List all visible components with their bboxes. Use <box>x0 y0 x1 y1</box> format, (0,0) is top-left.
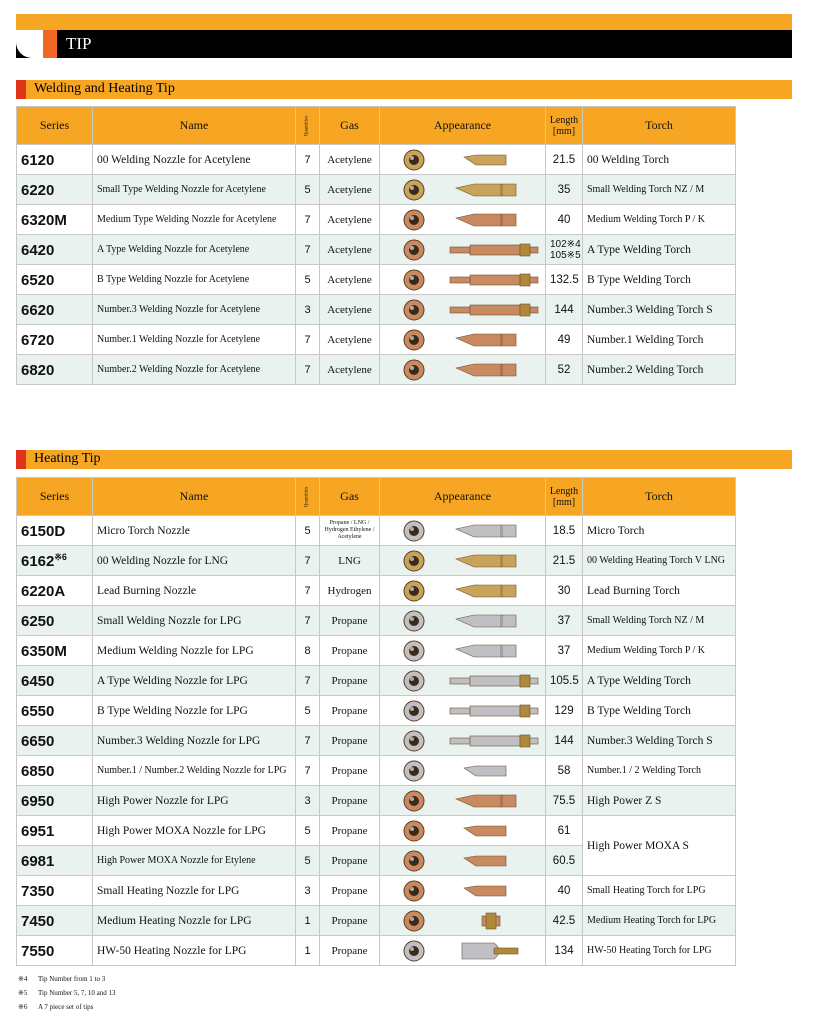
appearance-cell <box>380 816 546 846</box>
nozzle-image <box>384 757 546 785</box>
gas-cell: Propane <box>320 666 380 696</box>
torch-cell: High Power MOXA S <box>583 816 736 876</box>
nozzle-image <box>384 787 546 815</box>
gas-cell: Propane <box>320 936 380 966</box>
table-row <box>17 666 736 696</box>
header-appearance: Appearance <box>380 478 546 516</box>
appearance-cell <box>380 295 546 325</box>
gas-cell: LNG <box>320 546 380 576</box>
series-cell: 6150D <box>17 516 93 546</box>
header-gas: Gas <box>320 478 380 516</box>
torch-cell: A Type Welding Torch <box>583 666 736 696</box>
header-accent <box>43 30 57 58</box>
section-accent <box>16 450 26 469</box>
quantity-cell: 3 <box>296 786 320 816</box>
table-row <box>17 546 736 576</box>
header-series: Series <box>17 478 93 516</box>
appearance-cell <box>380 756 546 786</box>
gas-cell: Acetylene <box>320 355 380 385</box>
series-cell: 7350 <box>17 876 93 906</box>
name-cell: Micro Torch Nozzle <box>93 516 296 546</box>
torch-cell: B Type Welding Torch <box>583 265 736 295</box>
quantity-cell: 5 <box>296 265 320 295</box>
appearance-cell <box>380 696 546 726</box>
gas-cell: Acetylene <box>320 205 380 235</box>
appearance-cell <box>380 325 546 355</box>
appearance-cell <box>380 906 546 936</box>
length-cell: 52 <box>546 355 583 385</box>
heating-tip-table <box>16 477 736 966</box>
header-appearance: Appearance <box>380 107 546 145</box>
nozzle-image <box>384 697 546 725</box>
gas-cell: Propane <box>320 696 380 726</box>
table-row <box>17 235 736 265</box>
torch-cell: Small Heating Torch for LPG <box>583 876 736 906</box>
series-cell: 7550 <box>17 936 93 966</box>
series-cell: 6981 <box>17 846 93 876</box>
page-title: TIP <box>66 34 92 53</box>
header-quantities: Quantities <box>296 478 320 516</box>
nozzle-image <box>384 236 546 264</box>
length-cell: 40 <box>546 876 583 906</box>
header-gas: Gas <box>320 107 380 145</box>
torch-cell: Medium Welding Torch P / K <box>583 205 736 235</box>
table-row <box>17 816 736 846</box>
name-cell: Medium Welding Nozzle for LPG <box>93 636 296 666</box>
length-cell: 30 <box>546 576 583 606</box>
name-cell: Number.2 Welding Nozzle for Acetylene <box>93 355 296 385</box>
gas-cell: Propane <box>320 606 380 636</box>
table-row <box>17 175 736 205</box>
nozzle-image <box>384 517 546 545</box>
appearance-cell <box>380 876 546 906</box>
section-title-welding: Welding and Heating Tip <box>34 81 175 96</box>
quantity-cell: 5 <box>296 516 320 546</box>
quantity-cell: 7 <box>296 546 320 576</box>
length-cell: 21.5 <box>546 145 583 175</box>
quantity-cell: 7 <box>296 205 320 235</box>
series-cell: 6620 <box>17 295 93 325</box>
nozzle-image <box>384 607 546 635</box>
gas-cell: Propane <box>320 726 380 756</box>
quantity-cell: 5 <box>296 816 320 846</box>
torch-cell: Small Welding Torch NZ / M <box>583 175 736 205</box>
quantity-cell: 7 <box>296 756 320 786</box>
gas-cell: Propane <box>320 816 380 846</box>
table-row <box>17 936 736 966</box>
series-cell: 6420 <box>17 235 93 265</box>
quantity-cell: 8 <box>296 636 320 666</box>
welding-tip-table <box>16 106 736 385</box>
table-row <box>17 876 736 906</box>
nozzle-image <box>384 577 546 605</box>
name-cell: B Type Welding Nozzle for LPG <box>93 696 296 726</box>
name-cell: High Power MOXA Nozzle for Etylene <box>93 846 296 876</box>
quantity-cell: 7 <box>296 576 320 606</box>
table-row <box>17 325 736 355</box>
nozzle-image <box>384 266 546 294</box>
length-cell: 75.5 <box>546 786 583 816</box>
series-cell: 6250 <box>17 606 93 636</box>
header-length: Length [mm] <box>546 107 583 145</box>
length-cell: 37 <box>546 606 583 636</box>
torch-cell: Number.3 Welding Torch S <box>583 295 736 325</box>
quantity-cell: 5 <box>296 846 320 876</box>
appearance-cell <box>380 175 546 205</box>
table-row <box>17 696 736 726</box>
quantity-cell: 5 <box>296 696 320 726</box>
name-cell: Small Heating Nozzle for LPG <box>93 876 296 906</box>
header-series: Series <box>17 107 93 145</box>
length-cell: 35 <box>546 175 583 205</box>
appearance-cell <box>380 786 546 816</box>
quantity-cell: 7 <box>296 145 320 175</box>
gas-cell: Acetylene <box>320 235 380 265</box>
page-header <box>16 30 792 58</box>
series-cell: 6720 <box>17 325 93 355</box>
appearance-cell <box>380 936 546 966</box>
name-cell: HW-50 Heating Nozzle for LPG <box>93 936 296 966</box>
length-cell: 21.5 <box>546 546 583 576</box>
series-cell: 6520 <box>17 265 93 295</box>
series-cell: 6120 <box>17 145 93 175</box>
header-torch: Torch <box>583 107 736 145</box>
gas-cell: Acetylene <box>320 325 380 355</box>
length-cell: 144 <box>546 295 583 325</box>
series-cell: 6220 <box>17 175 93 205</box>
gas-cell: Propane <box>320 846 380 876</box>
length-cell: 61 <box>546 816 583 846</box>
name-cell: 00 Welding Nozzle for Acetylene <box>93 145 296 175</box>
appearance-cell <box>380 636 546 666</box>
table-row <box>17 786 736 816</box>
length-cell: 60.5 <box>546 846 583 876</box>
series-cell: 6220A <box>17 576 93 606</box>
appearance-cell <box>380 576 546 606</box>
series-cell: 6950 <box>17 786 93 816</box>
section-header-heating <box>16 450 792 469</box>
quantity-cell: 7 <box>296 355 320 385</box>
nozzle-image <box>384 146 546 174</box>
name-cell: Number.3 Welding Nozzle for Acetylene <box>93 295 296 325</box>
quantity-cell: 7 <box>296 325 320 355</box>
nozzle-image <box>384 667 546 695</box>
series-cell: 6320M <box>17 205 93 235</box>
series-cell: 6550 <box>17 696 93 726</box>
name-cell: Number.3 Welding Nozzle for LPG <box>93 726 296 756</box>
table-header-row <box>17 107 736 145</box>
torch-cell: 00 Welding Torch <box>583 145 736 175</box>
appearance-cell <box>380 265 546 295</box>
series-cell: 6650 <box>17 726 93 756</box>
series-cell: 6951 <box>17 816 93 846</box>
section-header-welding <box>16 80 792 99</box>
appearance-cell <box>380 205 546 235</box>
torch-cell: Medium Welding Torch P / K <box>583 636 736 666</box>
gas-cell: Acetylene <box>320 145 380 175</box>
header-torch: Torch <box>583 478 736 516</box>
header-length: Length [mm] <box>546 478 583 516</box>
appearance-cell <box>380 145 546 175</box>
appearance-cell <box>380 606 546 636</box>
torch-cell: Number.3 Welding Torch S <box>583 726 736 756</box>
appearance-cell <box>380 516 546 546</box>
torch-cell: 00 Welding Heating Torch V LNG <box>583 546 736 576</box>
name-cell: Medium Type Welding Nozzle for Acetylene <box>93 205 296 235</box>
appearance-cell <box>380 726 546 756</box>
table-row <box>17 265 736 295</box>
footnotes <box>18 972 116 1014</box>
torch-cell: B Type Welding Torch <box>583 696 736 726</box>
table-row <box>17 145 736 175</box>
series-cell: 6350M <box>17 636 93 666</box>
quantity-cell: 1 <box>296 906 320 936</box>
series-cell: 6850 <box>17 756 93 786</box>
table-row <box>17 516 736 546</box>
quantity-cell: 7 <box>296 726 320 756</box>
name-cell: A Type Welding Nozzle for Acetylene <box>93 235 296 265</box>
quantity-cell: 7 <box>296 235 320 265</box>
length-cell: 144 <box>546 726 583 756</box>
length-cell: 42.5 <box>546 906 583 936</box>
appearance-cell <box>380 846 546 876</box>
nozzle-image <box>384 176 546 204</box>
quantity-cell: 7 <box>296 606 320 636</box>
nozzle-image <box>384 727 546 755</box>
name-cell: Number.1 Welding Nozzle for Acetylene <box>93 325 296 355</box>
length-cell: 129 <box>546 696 583 726</box>
gas-cell: Acetylene <box>320 265 380 295</box>
torch-cell: High Power Z S <box>583 786 736 816</box>
torch-cell: Number.2 Welding Torch <box>583 355 736 385</box>
name-cell: High Power MOXA Nozzle for LPG <box>93 816 296 846</box>
name-cell: A Type Welding Nozzle for LPG <box>93 666 296 696</box>
quantity-cell: 7 <box>296 666 320 696</box>
torch-cell: HW-50 Heating Torch for LPG <box>583 936 736 966</box>
appearance-cell <box>380 235 546 265</box>
name-cell: Number.1 / Number.2 Welding Nozzle for LPG <box>93 756 296 786</box>
gas-cell: Propane <box>320 636 380 666</box>
nozzle-image <box>384 206 546 234</box>
nozzle-image <box>384 817 546 845</box>
section-title-heating: Heating Tip <box>34 451 101 466</box>
appearance-cell <box>380 546 546 576</box>
quantity-cell: 3 <box>296 876 320 906</box>
length-cell: 49 <box>546 325 583 355</box>
nozzle-image <box>384 877 546 905</box>
header-quantities: Quantities <box>296 107 320 145</box>
quantity-cell: 1 <box>296 936 320 966</box>
section-accent <box>16 80 26 99</box>
nozzle-image <box>384 326 546 354</box>
table-row <box>17 205 736 235</box>
torch-cell: Micro Torch <box>583 516 736 546</box>
gas-cell: Propane <box>320 756 380 786</box>
gas-cell: Hydrogen <box>320 576 380 606</box>
header-name: Name <box>93 478 296 516</box>
table-row <box>17 636 736 666</box>
nozzle-image <box>384 296 546 324</box>
gas-cell: Propane <box>320 876 380 906</box>
table-row <box>17 576 736 606</box>
torch-cell: Medium Heating Torch for LPG <box>583 906 736 936</box>
length-cell: 40 <box>546 205 583 235</box>
length-cell: 102※4 105※5 <box>546 235 583 265</box>
footnote: ※5 Tip Number 5, 7, 10 and 13 <box>18 989 116 997</box>
table-row <box>17 756 736 786</box>
nozzle-image <box>384 547 546 575</box>
series-cell: 6162$^{※6}$ <box>17 546 93 576</box>
nozzle-image <box>384 847 546 875</box>
gas-cell: Propane <box>320 786 380 816</box>
torch-cell: Number.1 Welding Torch <box>583 325 736 355</box>
nozzle-image <box>384 907 546 935</box>
gas-cell: Acetylene <box>320 295 380 325</box>
quantity-cell: 5 <box>296 175 320 205</box>
series-cell: 6820 <box>17 355 93 385</box>
nozzle-image <box>384 937 546 965</box>
top-orange-bar <box>16 14 792 30</box>
table-row <box>17 906 736 936</box>
header-name: Name <box>93 107 296 145</box>
length-cell: 132.5 <box>546 265 583 295</box>
series-cell: 7450 <box>17 906 93 936</box>
table-header-row <box>17 478 736 516</box>
name-cell: Small Type Welding Nozzle for Acetylene <box>93 175 296 205</box>
torch-cell: Number.1 / 2 Welding Torch <box>583 756 736 786</box>
series-cell: 6450 <box>17 666 93 696</box>
torch-cell: Lead Burning Torch <box>583 576 736 606</box>
gas-cell: Propane <box>320 906 380 936</box>
name-cell: Lead Burning Nozzle <box>93 576 296 606</box>
name-cell: Medium Heating Nozzle for LPG <box>93 906 296 936</box>
table-row <box>17 606 736 636</box>
header-corner <box>16 30 43 58</box>
appearance-cell <box>380 666 546 696</box>
name-cell: B Type Welding Nozzle for Acetylene <box>93 265 296 295</box>
name-cell: High Power Nozzle for LPG <box>93 786 296 816</box>
gas-cell: Acetylene <box>320 175 380 205</box>
quantity-cell: 3 <box>296 295 320 325</box>
name-cell: Small Welding Nozzle for LPG <box>93 606 296 636</box>
length-cell: 37 <box>546 636 583 666</box>
nozzle-image <box>384 356 546 384</box>
name-cell: 00 Welding Nozzle for LNG <box>93 546 296 576</box>
torch-cell: Small Welding Torch NZ / M <box>583 606 736 636</box>
torch-cell: A Type Welding Torch <box>583 235 736 265</box>
table-row <box>17 726 736 756</box>
length-cell: 18.5 <box>546 516 583 546</box>
footnote: ※6 A 7 piece set of tips <box>18 1003 94 1011</box>
table-row <box>17 295 736 325</box>
gas-cell: Propane / LNG / Hydrogen Ethylene / Acetylene <box>320 516 380 546</box>
appearance-cell <box>380 355 546 385</box>
length-cell: 58 <box>546 756 583 786</box>
table-row <box>17 355 736 385</box>
length-cell: 134 <box>546 936 583 966</box>
nozzle-image <box>384 637 546 665</box>
length-cell: 105.5 <box>546 666 583 696</box>
footnote: ※4 Tip Number from 1 to 3 <box>18 975 106 983</box>
